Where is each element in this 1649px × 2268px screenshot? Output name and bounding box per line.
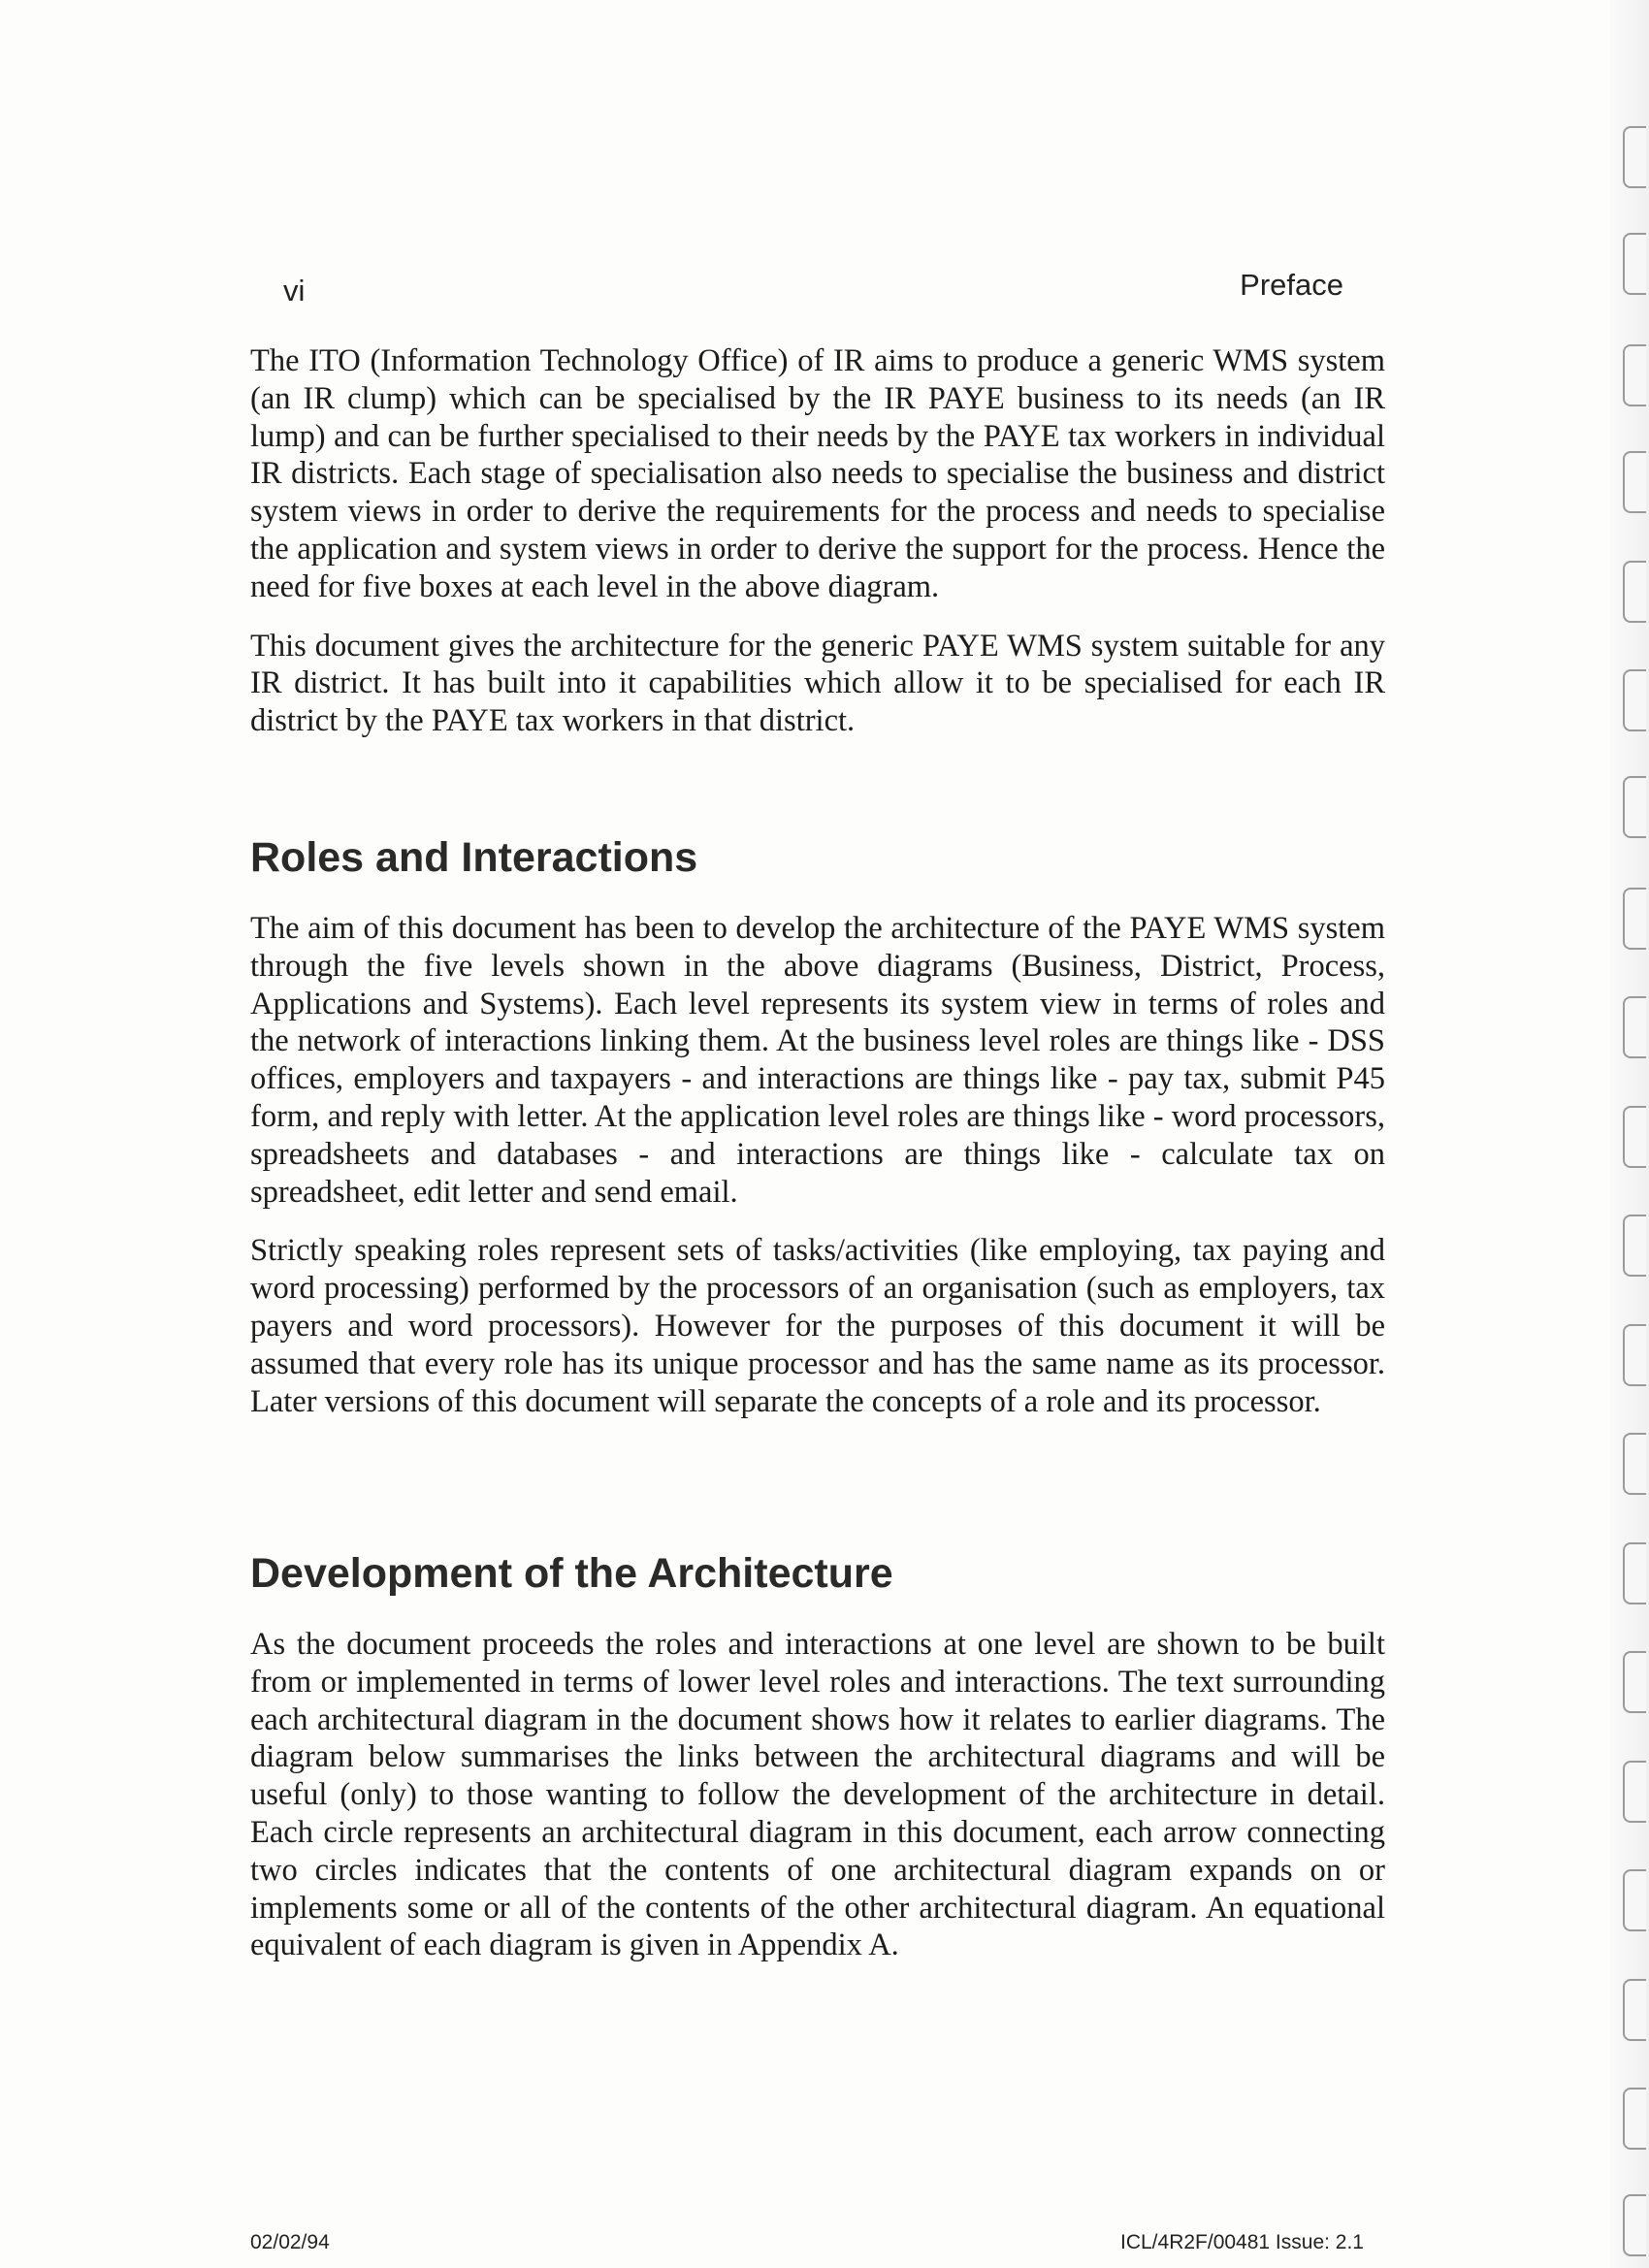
development-text: [250, 1626, 1385, 1986]
page-header: [252, 262, 1343, 310]
index-tab: [1623, 2194, 1646, 2256]
index-tab: [1623, 1106, 1646, 1168]
running-section-title: Preface: [1240, 268, 1343, 302]
index-tab: [1623, 233, 1646, 295]
roles-paragraph-2: Strictly speaking roles represent sets of tasks/activities (like employing, tax paying and word processing) performed by the processors of an organisation (such as employers, tax payers and word processors). However for the purposes of this document it will be assumed that every role has its unique processor and has the same name as its processor. Later versions of this document will separate the concepts of a role and its processor.: [250, 1233, 1385, 1419]
index-tab: [1623, 1324, 1646, 1386]
page-edge-tabs: [1610, 0, 1649, 2268]
index-tab: [1623, 344, 1646, 406]
index-tab: [1623, 888, 1646, 950]
index-tab: [1623, 1761, 1646, 1823]
index-tab: [1623, 1215, 1646, 1277]
index-tab: [1623, 996, 1646, 1058]
development-paragraph-1: As the document proceeds the roles and interactions at one level are shown to be built from or implemented in terms of lower level roles and interactions. The text surrounding each architectural diagram in the document shows how it relates to earlier diagrams. The diagram below summarises the links between the architectural diagrams and will be useful (only) to those wanting to follow the development of the architecture in detail. Each circle represents an architectural diagram in this document, each arrow connecting two circles indicates that the contents of one architectural diagram expands on or implements some or all of the contents of the other architectural diagram. An equational equivalent of each diagram is given in Appendix A.: [250, 1627, 1385, 1963]
index-tab: [1623, 776, 1646, 838]
roles-text: [250, 910, 1385, 1442]
index-tab: [1623, 1979, 1646, 2041]
footer-date: 02/02/94: [250, 2231, 330, 2253]
intro-text: [250, 342, 1385, 761]
index-tab: [1623, 1651, 1646, 1713]
index-tab: [1623, 1542, 1646, 1604]
roles-heading: Roles and Interactions: [250, 834, 698, 881]
index-tab: [1623, 1869, 1646, 1931]
roles-paragraph-1: The aim of this document has been to develop the architecture of the PAYE WMS system through the five levels shown in the above diagrams (Business, District, Process, Applications and Systems). Each level represents its system view in terms of roles and the network of interactions linking them. At the business level roles are things like - DSS offices, employers and taxpayers - and interactions are things like - pay tax, submit P45 form, and reply with letter. At the application level roles are things like - word processors, spreadsheets and databases - and interactions are things like - calculate tax on spreadsheet, edit letter and send email.: [250, 911, 1385, 1210]
index-tab: [1623, 2088, 1646, 2150]
index-tab: [1623, 561, 1646, 623]
index-tab: [1623, 669, 1646, 731]
index-tab: [1623, 451, 1646, 513]
page-number: vi: [283, 274, 306, 308]
intro-paragraph-1: The ITO (Information Technology Office) of IR aims to produce a generic WMS system (an IR clump) which can be specialised by the IR PAYE business to its needs (an IR lump) and can be further specialised to their needs by the PAYE tax workers in individual IR districts. Each stage of specialisation also needs to specialise the business and district system views in order to derive the requirements for the process and needs to specialise the application and system views in order to derive the support for the process. Hence the need for five boxes at each level in the above diagram.: [250, 343, 1385, 604]
footer-reference: ICL/4R2F/00481 Issue: 2.1: [1120, 2231, 1364, 2253]
index-tab: [1623, 1433, 1646, 1495]
intro-paragraph-2: This document gives the architecture for the generic PAYE WMS system suitable for any IR district. It has built into it capabilities which allow it to be specialised for each IR district by the PAYE tax workers in that district.: [250, 628, 1385, 739]
development-heading: Development of the Architecture: [250, 1550, 893, 1597]
index-tab: [1623, 126, 1646, 188]
